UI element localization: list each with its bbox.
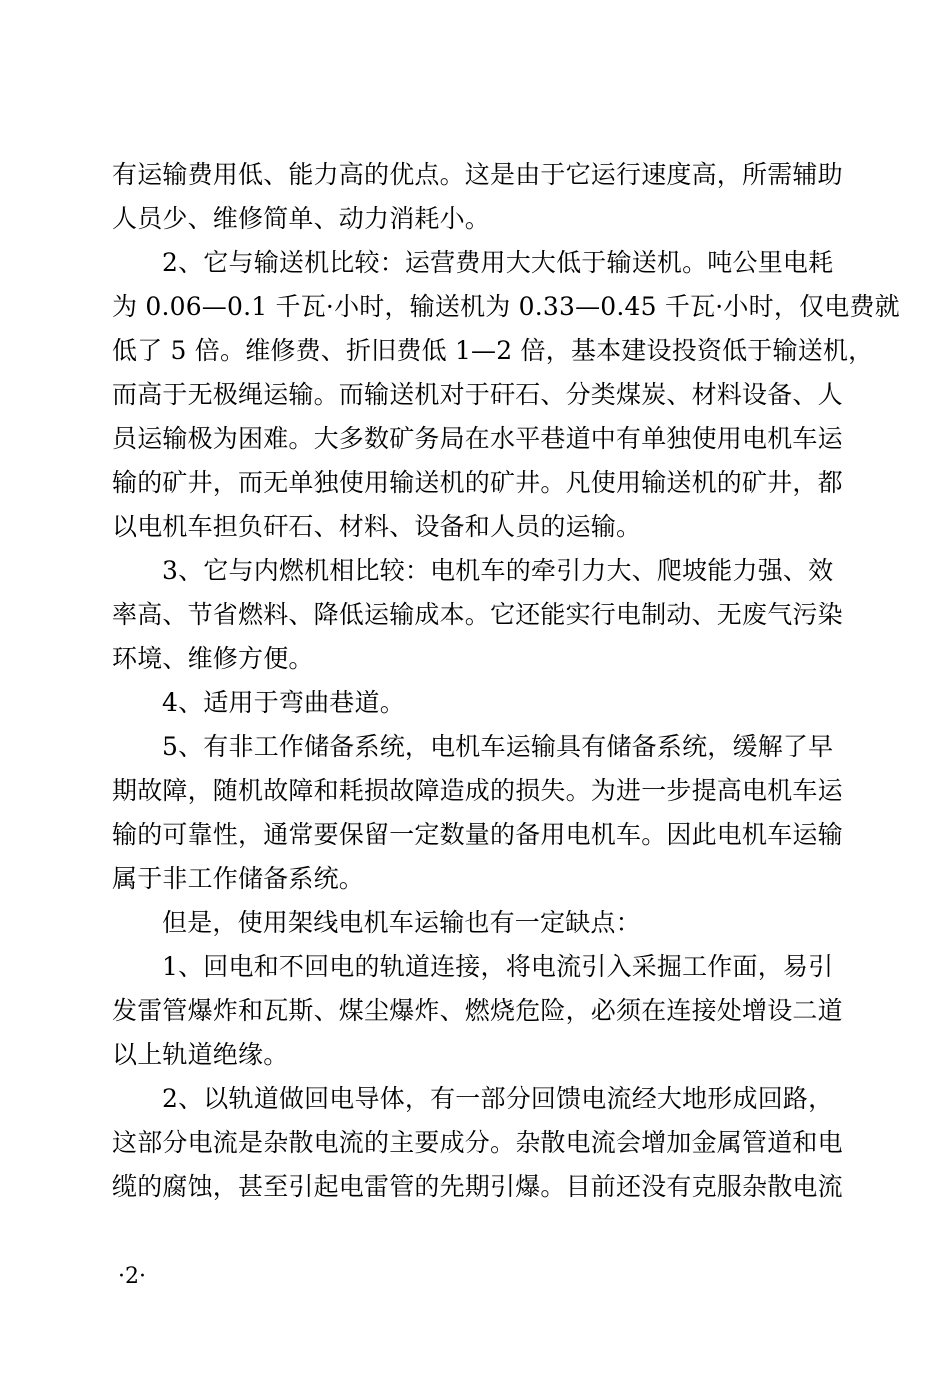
text-line: 属于非工作储备系统。: [112, 864, 365, 893]
page-number: ·2·: [118, 1264, 146, 1289]
text-line: 员运输极为困难。大多数矿务局在水平巷道中有单独使用电机车运: [112, 424, 843, 453]
paragraph-start-line: 但是，使用架线电机车运输也有一定缺点：: [162, 908, 641, 937]
paragraph-start-line: 2、以轨道做回电导体，有一部分回馈电流经大地形成回路，: [162, 1084, 834, 1113]
text-line: 这部分电流是杂散电流的主要成分。杂散电流会增加金属管道和电: [112, 1128, 843, 1157]
paragraph-start-line: 4、适用于弯曲巷道。: [162, 688, 405, 717]
text-line: 期故障，随机故障和耗损故障造成的损失。为进一步提高电机车运: [112, 776, 843, 805]
text-line: 低了 5 倍。维修费、折旧费低 1—2 倍，基本建设投资低于输送机，: [112, 336, 874, 365]
paragraph-start-line: 1、回电和不回电的轨道连接，将电流引入采掘工作面，易引: [162, 952, 834, 981]
text-line: 输的矿井，而无单独使用输送机的矿井。凡使用输送机的矿井，都: [112, 468, 843, 497]
text-line: 缆的腐蚀，甚至引起电雷管的先期引爆。目前还没有克服杂散电流: [112, 1172, 843, 1201]
paragraph-start-line: 3、它与内燃机相比较：电机车的牵引力大、爬坡能力强、效: [162, 556, 834, 585]
text-line: 有运输费用低、能力高的优点。这是由于它运行速度高，所需辅助: [112, 160, 843, 189]
text-line: 以上轨道绝缘。: [112, 1040, 289, 1069]
text-line: 输的可靠性，通常要保留一定数量的备用电机车。因此电机车运输: [112, 820, 843, 849]
text-line: 人员少、维修简单、动力消耗小。: [112, 204, 491, 233]
text-line: 率高、节省燃料、降低运输成本。它还能实行电制动、无废气污染: [112, 600, 843, 629]
text-line: 为 0.06—0.1 千瓦·小时，输送机为 0.33—0.45 千瓦·小时，仅电费就: [112, 292, 900, 321]
text-line: 而高于无极绳运输。而输送机对于矸石、分类煤炭、材料设备、人: [112, 380, 843, 409]
paragraph-start-line: 2、它与输送机比较：运营费用大大低于输送机。吨公里电耗: [162, 248, 834, 277]
text-line: 环境、维修方便。: [112, 644, 314, 673]
text-line: 发雷管爆炸和瓦斯、煤尘爆炸、燃烧危险，必须在连接处增设二道: [112, 996, 843, 1025]
text-line: 以电机车担负矸石、材料、设备和人员的运输。: [112, 512, 642, 541]
paragraph-start-line: 5、有非工作储备系统，电机车运输具有储备系统，缓解了早: [162, 732, 834, 761]
